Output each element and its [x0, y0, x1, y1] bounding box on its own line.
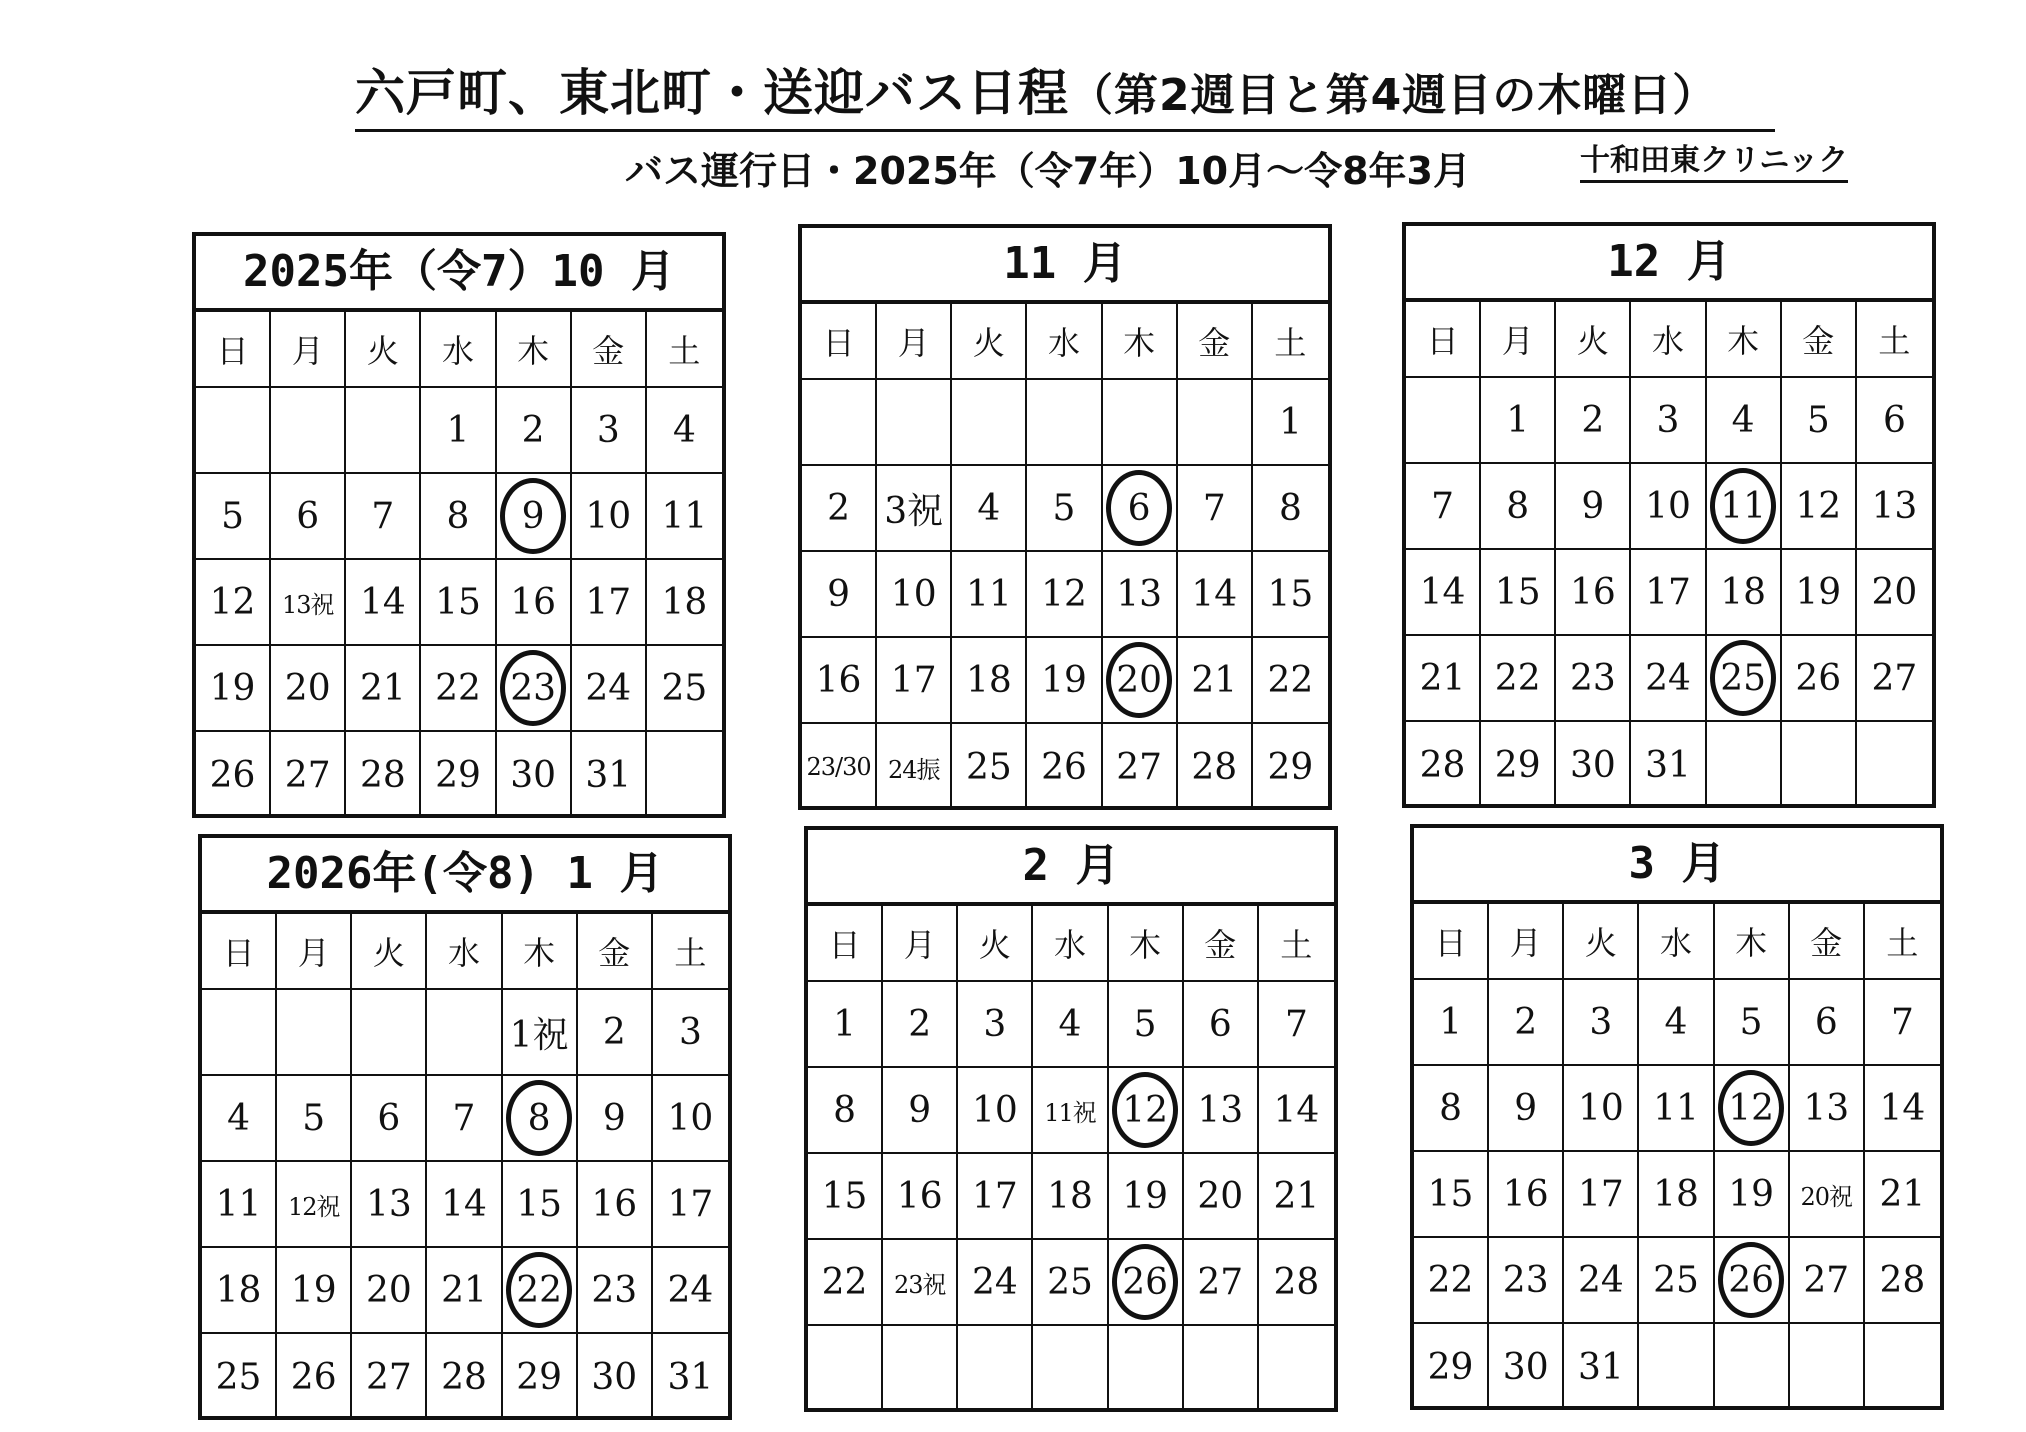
title-sub: （第2週目と第4週目の木曜日）: [1069, 70, 1718, 121]
calendar-2026-02: [804, 826, 1338, 1412]
day-cell: 3: [572, 388, 647, 474]
day-cell: 2: [578, 990, 653, 1076]
day-cell: 22: [1414, 1238, 1489, 1324]
day-cell: 26: [1782, 636, 1857, 722]
empty-cell: [277, 990, 352, 1076]
day-cell: 21: [346, 646, 421, 732]
day-cell: 15: [421, 560, 496, 646]
empty-cell: [1259, 1326, 1334, 1412]
bus-day-cell: 22: [503, 1248, 578, 1334]
day-cell: 24: [572, 646, 647, 732]
weekday-header: 木: [1707, 302, 1782, 378]
empty-cell: [1857, 722, 1932, 808]
day-cell: 25: [647, 646, 722, 732]
day-cell: 10: [958, 1068, 1033, 1154]
day-cell: 21: [1865, 1152, 1940, 1238]
calendar-2025-11: [798, 224, 1332, 810]
day-cell: 3: [653, 990, 728, 1076]
weekday-header: 土: [1857, 302, 1932, 378]
weekday-header: 火: [1556, 302, 1631, 378]
weekday-header: 火: [346, 312, 421, 388]
day-cell: 23: [1556, 636, 1631, 722]
weekday-header: 金: [1178, 304, 1253, 380]
day-cell: 16: [578, 1162, 653, 1248]
day-cell: 10: [877, 552, 952, 638]
day-cell: 7: [1865, 980, 1940, 1066]
day-cell: 22: [1481, 636, 1556, 722]
day-cell: 28: [346, 732, 421, 818]
day-cell: 10: [572, 474, 647, 560]
day-cell: 22: [808, 1240, 883, 1326]
weekday-header: 日: [1406, 302, 1481, 378]
empty-cell: [883, 1326, 958, 1412]
day-cell: 7: [1406, 464, 1481, 550]
day-cell: 11: [1639, 1066, 1714, 1152]
day-cell: 27: [1184, 1240, 1259, 1326]
empty-cell: [1184, 1326, 1259, 1412]
day-cell: 19: [1109, 1154, 1184, 1240]
weekday-header: 金: [578, 914, 653, 990]
day-cell: 18: [1707, 550, 1782, 636]
day-cell: 14: [1406, 550, 1481, 636]
calendar-title: 2025年（令7）10 月: [196, 236, 722, 312]
day-cell: 21: [1259, 1154, 1334, 1240]
empty-cell: [1103, 380, 1178, 466]
weekday-header: 土: [653, 914, 728, 990]
day-cell: 1: [1414, 980, 1489, 1066]
day-cell: 16: [1489, 1152, 1564, 1238]
day-cell: 8: [421, 474, 496, 560]
weekday-header: 月: [877, 304, 952, 380]
bus-day-cell: 8: [503, 1076, 578, 1162]
bus-day-cell: 26: [1715, 1238, 1790, 1324]
weekday-header: 日: [808, 906, 883, 982]
day-cell: 14: [1178, 552, 1253, 638]
day-cell: 2: [497, 388, 572, 474]
day-cell: 9: [578, 1076, 653, 1162]
weekday-header: 日: [202, 914, 277, 990]
bus-day-cell: 23: [497, 646, 572, 732]
day-cell: 8: [1481, 464, 1556, 550]
weekday-header: 水: [1639, 904, 1714, 980]
day-cell: 4: [1639, 980, 1714, 1066]
day-cell: 22: [1253, 638, 1328, 724]
day-cell: 16: [1556, 550, 1631, 636]
bus-day-cell: 25: [1707, 636, 1782, 722]
day-cell: 11: [202, 1162, 277, 1248]
bus-day-cell: 12: [1109, 1068, 1184, 1154]
day-cell: 13: [1103, 552, 1178, 638]
empty-cell: [877, 380, 952, 466]
empty-cell: [1406, 378, 1481, 464]
weekday-header: 日: [802, 304, 877, 380]
day-cell: 20祝: [1790, 1152, 1865, 1238]
day-cell: 22: [421, 646, 496, 732]
day-cell: 5: [1782, 378, 1857, 464]
day-cell: 10: [1631, 464, 1706, 550]
day-cell: 3: [1564, 980, 1639, 1066]
day-cell: 30: [497, 732, 572, 818]
day-cell: 14: [1865, 1066, 1940, 1152]
day-cell: 9: [1489, 1066, 1564, 1152]
day-cell: 23: [1489, 1238, 1564, 1324]
day-cell: 18: [952, 638, 1027, 724]
day-cell: 4: [202, 1076, 277, 1162]
day-cell: 14: [1259, 1068, 1334, 1154]
weekday-header: 木: [503, 914, 578, 990]
day-cell: 28: [1865, 1238, 1940, 1324]
weekday-header: 金: [1184, 906, 1259, 982]
empty-cell: [1865, 1324, 1940, 1410]
calendar-grid: [808, 906, 1334, 1412]
day-cell: 12祝: [277, 1162, 352, 1248]
weekday-header: 土: [1865, 904, 1940, 980]
day-cell: 5: [196, 474, 271, 560]
day-cell: 25: [952, 724, 1027, 810]
day-cell: 24: [1564, 1238, 1639, 1324]
day-cell: 26: [1027, 724, 1102, 810]
weekday-header: 日: [1414, 904, 1489, 980]
day-cell: 18: [1639, 1152, 1714, 1238]
day-cell: 11祝: [1033, 1068, 1108, 1154]
day-cell: 1祝: [503, 990, 578, 1076]
calendar-grid: [196, 312, 722, 818]
weekday-header: 月: [1489, 904, 1564, 980]
day-cell: 27: [271, 732, 346, 818]
day-cell: 27: [352, 1334, 427, 1420]
day-cell: 20: [1857, 550, 1932, 636]
calendar-grid: [802, 304, 1328, 810]
calendar-grid: [1414, 904, 1940, 1410]
day-cell: 18: [647, 560, 722, 646]
day-cell: 23/30: [802, 724, 877, 810]
day-cell: 20: [352, 1248, 427, 1334]
day-cell: 24: [958, 1240, 1033, 1326]
weekday-header: 土: [1259, 906, 1334, 982]
weekday-header: 金: [572, 312, 647, 388]
day-cell: 8: [1253, 466, 1328, 552]
bus-day-cell: 26: [1109, 1240, 1184, 1326]
weekday-header: 金: [1782, 302, 1857, 378]
day-cell: 21: [1178, 638, 1253, 724]
weekday-header: 水: [1033, 906, 1108, 982]
day-cell: 5: [1715, 980, 1790, 1066]
day-cell: 25: [1033, 1240, 1108, 1326]
weekday-header: 木: [1715, 904, 1790, 980]
weekday-header: 水: [1027, 304, 1102, 380]
day-cell: 2: [1556, 378, 1631, 464]
day-cell: 9: [1556, 464, 1631, 550]
day-cell: 6: [352, 1076, 427, 1162]
day-cell: 5: [1109, 982, 1184, 1068]
empty-cell: [1027, 380, 1102, 466]
day-cell: 28: [1178, 724, 1253, 810]
bus-day-cell: 6: [1103, 466, 1178, 552]
day-cell: 23祝: [883, 1240, 958, 1326]
weekday-header: 金: [1790, 904, 1865, 980]
day-cell: 14: [427, 1162, 502, 1248]
weekday-header: 水: [1631, 302, 1706, 378]
day-cell: 15: [1414, 1152, 1489, 1238]
day-cell: 5: [1027, 466, 1102, 552]
calendar-2026-01: [198, 834, 732, 1420]
day-cell: 3: [1631, 378, 1706, 464]
day-cell: 4: [647, 388, 722, 474]
weekday-header: 水: [421, 312, 496, 388]
day-cell: 1: [1253, 380, 1328, 466]
day-cell: 13: [352, 1162, 427, 1248]
day-cell: 10: [653, 1076, 728, 1162]
day-cell: 29: [1414, 1324, 1489, 1410]
empty-cell: [1790, 1324, 1865, 1410]
day-cell: 28: [1259, 1240, 1334, 1326]
empty-cell: [427, 990, 502, 1076]
empty-cell: [1707, 722, 1782, 808]
empty-cell: [1178, 380, 1253, 466]
day-cell: 17: [1631, 550, 1706, 636]
weekday-header: 火: [958, 906, 1033, 982]
weekday-header: 火: [1564, 904, 1639, 980]
day-cell: 27: [1103, 724, 1178, 810]
empty-cell: [1782, 722, 1857, 808]
day-cell: 28: [427, 1334, 502, 1420]
day-cell: 15: [1253, 552, 1328, 638]
day-cell: 13: [1790, 1066, 1865, 1152]
day-cell: 14: [346, 560, 421, 646]
day-cell: 24: [653, 1248, 728, 1334]
day-cell: 11: [647, 474, 722, 560]
day-cell: 19: [1715, 1152, 1790, 1238]
weekday-header: 水: [427, 914, 502, 990]
day-cell: 16: [802, 638, 877, 724]
day-cell: 17: [877, 638, 952, 724]
day-cell: 13祝: [271, 560, 346, 646]
day-cell: 15: [503, 1162, 578, 1248]
day-cell: 17: [653, 1162, 728, 1248]
day-cell: 15: [1481, 550, 1556, 636]
day-cell: 8: [808, 1068, 883, 1154]
day-cell: 25: [202, 1334, 277, 1420]
bus-day-cell: 9: [497, 474, 572, 560]
day-cell: 21: [427, 1248, 502, 1334]
weekday-header: 木: [497, 312, 572, 388]
day-cell: 3: [958, 982, 1033, 1068]
weekday-header: 月: [271, 312, 346, 388]
title-main: 六戸町、東北町・送迎バス日程: [355, 64, 1069, 122]
empty-cell: [271, 388, 346, 474]
calendar-title: 12 月: [1406, 226, 1932, 302]
day-cell: 7: [346, 474, 421, 560]
day-cell: 19: [196, 646, 271, 732]
day-cell: 1: [808, 982, 883, 1068]
day-cell: 7: [1178, 466, 1253, 552]
day-cell: 21: [1406, 636, 1481, 722]
day-cell: 31: [1564, 1324, 1639, 1410]
day-cell: 2: [883, 982, 958, 1068]
weekday-header: 月: [1481, 302, 1556, 378]
day-cell: 29: [503, 1334, 578, 1420]
day-cell: 24: [1631, 636, 1706, 722]
weekday-header: 月: [277, 914, 352, 990]
day-cell: 25: [1639, 1238, 1714, 1324]
day-cell: 6: [1184, 982, 1259, 1068]
empty-cell: [952, 380, 1027, 466]
day-cell: 23: [578, 1248, 653, 1334]
weekday-header: 土: [1253, 304, 1328, 380]
empty-cell: [802, 380, 877, 466]
weekday-header: 木: [1109, 906, 1184, 982]
bus-day-cell: 12: [1715, 1066, 1790, 1152]
day-cell: 31: [572, 732, 647, 818]
bus-day-cell: 20: [1103, 638, 1178, 724]
day-cell: 17: [958, 1154, 1033, 1240]
day-cell: 28: [1406, 722, 1481, 808]
day-cell: 1: [1481, 378, 1556, 464]
day-cell: 6: [271, 474, 346, 560]
empty-cell: [958, 1326, 1033, 1412]
day-cell: 24振: [877, 724, 952, 810]
service-period: バス運行日・2025年（令7年）10月～令8年3月: [625, 149, 1471, 193]
day-cell: 20: [271, 646, 346, 732]
day-cell: 29: [421, 732, 496, 818]
clinic-name: 十和田東クリニック: [1580, 142, 1848, 183]
day-cell: 18: [1033, 1154, 1108, 1240]
day-cell: 29: [1481, 722, 1556, 808]
empty-cell: [1715, 1324, 1790, 1410]
day-cell: 12: [1027, 552, 1102, 638]
day-cell: 7: [427, 1076, 502, 1162]
weekday-header: 火: [952, 304, 1027, 380]
day-cell: 12: [1782, 464, 1857, 550]
calendar-title: 2026年(令8) 1 月: [202, 838, 728, 914]
empty-cell: [196, 388, 271, 474]
empty-cell: [647, 732, 722, 818]
calendar-2025-12: [1402, 222, 1936, 808]
day-cell: 26: [277, 1334, 352, 1420]
day-cell: 20: [1184, 1154, 1259, 1240]
day-cell: 31: [667, 1356, 714, 1398]
day-cell: 19: [277, 1248, 352, 1334]
calendar-grid: [1406, 302, 1932, 808]
day-cell: 11: [952, 552, 1027, 638]
day-cell: 30: [1489, 1324, 1564, 1410]
empty-cell: [1639, 1324, 1714, 1410]
day-cell: 30: [1556, 722, 1631, 808]
day-cell: 15: [808, 1154, 883, 1240]
weekday-header: 日: [196, 312, 271, 388]
empty-cell: [352, 990, 427, 1076]
day-cell: 6: [1790, 980, 1865, 1066]
empty-cell: [346, 388, 421, 474]
calendar-2025-10: [192, 232, 726, 818]
empty-cell: [202, 990, 277, 1076]
empty-cell: [1033, 1326, 1108, 1412]
day-cell: 17: [1564, 1152, 1639, 1238]
day-cell: 13: [1857, 464, 1932, 550]
day-cell: 19: [1782, 550, 1857, 636]
calendar-title: 2 月: [808, 830, 1334, 906]
day-cell: 8: [1414, 1066, 1489, 1152]
day-cell: 2: [802, 466, 877, 552]
weekday-header: 土: [647, 312, 722, 388]
weekday-header: 火: [352, 914, 427, 990]
day-cell: 9: [883, 1068, 958, 1154]
calendar-title: 3 月: [1414, 828, 1940, 904]
weekday-header: 木: [1103, 304, 1178, 380]
day-cell: 31: [1631, 722, 1706, 808]
day-cell: 4: [1707, 378, 1782, 464]
day-cell: 30: [578, 1334, 653, 1420]
day-cell: 1: [421, 388, 496, 474]
empty-cell: [808, 1326, 883, 1412]
day-cell: 5: [277, 1076, 352, 1162]
day-cell: 4: [1033, 982, 1108, 1068]
day-cell: 29: [1267, 746, 1314, 788]
weekday-header: 月: [883, 906, 958, 982]
bus-day-cell: 11: [1707, 464, 1782, 550]
calendar-title: 11 月: [802, 228, 1328, 304]
empty-cell: [1109, 1326, 1184, 1412]
day-cell: 9: [802, 552, 877, 638]
day-cell: 4: [952, 466, 1027, 552]
day-cell: 3祝: [877, 466, 952, 552]
day-cell: 27: [1790, 1238, 1865, 1324]
day-cell: 18: [202, 1248, 277, 1334]
day-cell: 10: [1564, 1066, 1639, 1152]
day-cell: 26: [196, 732, 271, 818]
day-cell: 6: [1857, 378, 1932, 464]
day-cell: 27: [1857, 636, 1932, 722]
day-cell: 2: [1489, 980, 1564, 1066]
day-cell: 7: [1259, 982, 1334, 1068]
day-cell: 19: [1027, 638, 1102, 724]
day-cell: 16: [497, 560, 572, 646]
day-cell: 12: [196, 560, 271, 646]
day-cell: 16: [883, 1154, 958, 1240]
day-cell: 17: [572, 560, 647, 646]
page-title: [355, 62, 1775, 132]
day-cell: 13: [1184, 1068, 1259, 1154]
calendar-2026-03: [1410, 824, 1944, 1410]
calendar-grid: [202, 914, 728, 1420]
